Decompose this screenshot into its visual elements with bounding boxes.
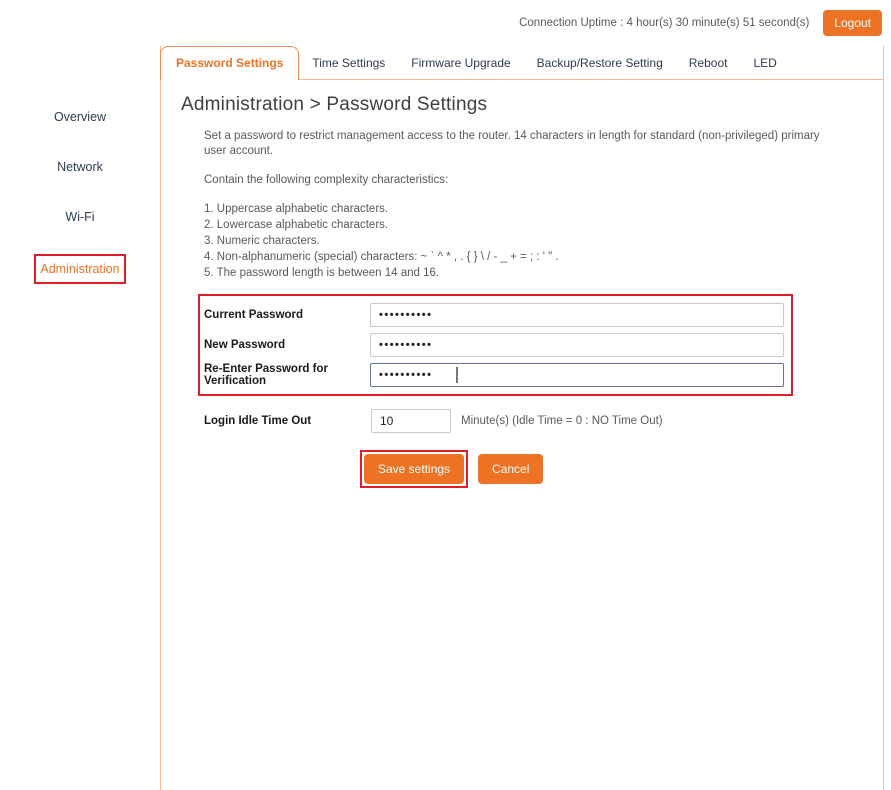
login-idle-timeout-input[interactable] [371,409,451,433]
sidebar [0,46,160,790]
save-button-annotation-box [360,450,468,488]
reenter-password-label: Re-Enter Password for Verification [204,363,328,387]
tab-led[interactable]: LED [753,56,777,70]
main-layout [0,46,891,790]
current-password-input[interactable] [370,303,784,327]
cancel-button[interactable]: Cancel [478,454,543,484]
rule-item: 5. The password length is between 14 and 16. [204,267,440,279]
top-bar [0,0,891,46]
text-caret [456,367,458,383]
form-actions [204,450,883,488]
password-fields-annotation-box [198,294,793,396]
sidebar-item-wifi[interactable]: Wi-Fi [65,210,95,224]
reenter-password-row [204,360,787,390]
rule-item: 4. Non-alphanumeric (special) characters: ~ ` ^ * , . { } \ / - _ + = ; : ' " . [204,251,559,263]
reenter-password-input[interactable] [370,363,784,387]
description-block [204,129,883,281]
login-idle-timeout-label: Login Idle Time Out [204,415,312,427]
complexity-heading: Contain the following complexity characteristics: [204,174,449,186]
sidebar-item-network[interactable]: Network [57,160,103,174]
current-password-row [204,300,787,330]
logout-button[interactable]: Logout [823,10,882,36]
page-title: Administration > Password Settings [181,94,488,115]
save-settings-button[interactable]: Save settings [364,454,464,484]
tab-password-settings[interactable]: Password Settings [160,46,299,80]
complexity-rules-list [204,202,883,281]
new-password-row [204,330,787,360]
login-idle-timeout-row [204,409,883,433]
sidebar-item-administration[interactable]: Administration [34,254,126,284]
rule-item: 2. Lowercase alphabetic characters. [204,219,389,231]
sidebar-item-overview[interactable]: Overview [53,110,107,124]
tab-content [161,79,883,790]
new-password-input[interactable] [370,333,784,357]
new-password-label: New Password [204,339,286,351]
tab-time-settings[interactable]: Time Settings [312,56,386,70]
tab-firmware-upgrade[interactable]: Firmware Upgrade [411,56,511,70]
tab-reboot[interactable]: Reboot [688,56,728,70]
intro-text: Set a password to restrict management access to the router. 14 characters in length for standard (non-privileged) primary user account. [204,130,820,157]
current-password-label: Current Password [204,309,304,321]
idle-timeout-suffix-text: Minute(s) (Idle Time = 0 : NO Time Out) [461,415,663,427]
content-panel [160,46,884,790]
rule-item: 3. Numeric characters. [204,235,320,247]
rule-item: 1. Uppercase alphabetic characters. [204,203,389,215]
tab-bar [160,46,883,79]
connection-uptime-text: Connection Uptime : 4 hour(s) 30 minute(s) 51 second(s) [519,17,810,29]
tab-backup-restore-setting[interactable]: Backup/Restore Setting [536,56,663,70]
